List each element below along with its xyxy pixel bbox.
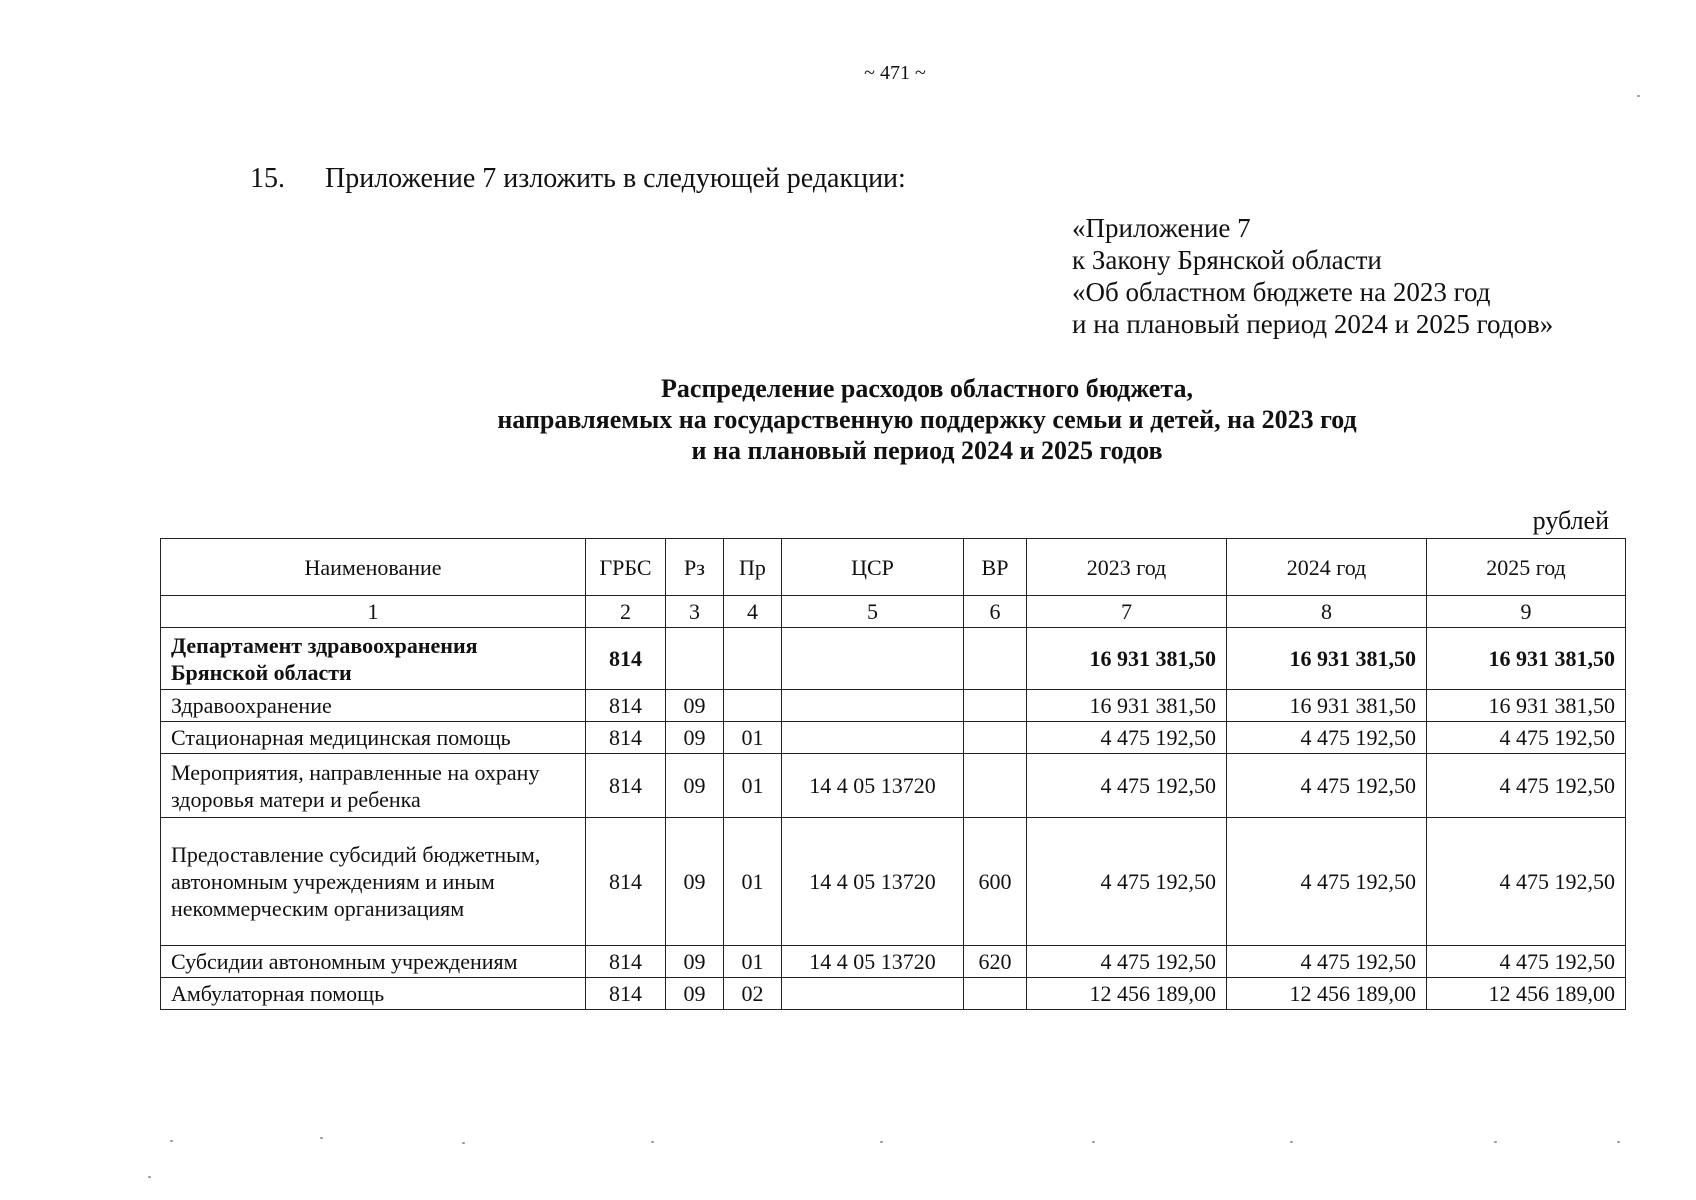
title-line: направляемых на государственную поддержку семьи и детей, на 2023 год <box>497 405 1357 434</box>
header-cell-name: Наименование <box>161 539 586 596</box>
row-grbs: 814 <box>586 628 666 690</box>
header-cell-2024: 2024 год <box>1227 539 1427 596</box>
row-csr: 14 4 05 13720 <box>782 946 964 978</box>
scan-speck <box>1617 1141 1620 1143</box>
annex-header <box>1072 212 1553 340</box>
row-name: Амбулаторная помощь <box>161 978 586 1010</box>
column-number: 3 <box>666 596 724 628</box>
title-line: и на плановый период 2024 и 2025 годов <box>691 436 1163 465</box>
column-number: 4 <box>724 596 782 628</box>
row-amount-2025: 4 475 192,50 <box>1427 754 1626 818</box>
row-name: Здравоохранение <box>161 690 586 722</box>
row-amount-2024: 16 931 381,50 <box>1227 690 1427 722</box>
row-amount-2024: 4 475 192,50 <box>1227 722 1427 754</box>
row-amount-2025: 16 931 381,50 <box>1427 628 1626 690</box>
table-title <box>300 373 1554 466</box>
column-number: 9 <box>1427 596 1626 628</box>
row-pr <box>724 628 782 690</box>
table-row <box>161 978 1626 1010</box>
row-grbs: 814 <box>586 754 666 818</box>
title-line: Распределение расходов областного бюджета, <box>661 374 1193 403</box>
scan-speck <box>462 1142 465 1144</box>
row-name: Стационарная медицинская помощь <box>161 722 586 754</box>
header-cell-2025: 2025 год <box>1427 539 1626 596</box>
row-amount-2023: 4 475 192,50 <box>1027 946 1227 978</box>
column-number: 2 <box>586 596 666 628</box>
row-csr: 14 4 05 13720 <box>782 818 964 946</box>
row-pr: 01 <box>724 946 782 978</box>
table-row <box>161 818 1626 946</box>
row-amount-2023: 4 475 192,50 <box>1027 818 1227 946</box>
row-rz: 09 <box>666 722 724 754</box>
row-rz: 09 <box>666 690 724 722</box>
row-grbs: 814 <box>586 818 666 946</box>
header-cell-grbs: ГРБС <box>586 539 666 596</box>
row-csr <box>782 978 964 1010</box>
scan-speck <box>651 1141 654 1143</box>
row-rz: 09 <box>666 818 724 946</box>
row-vr <box>964 628 1027 690</box>
row-grbs: 814 <box>586 722 666 754</box>
header-cell-pr: Пр <box>724 539 782 596</box>
header-cell-2023: 2023 год <box>1027 539 1227 596</box>
row-name: Департамент здравоохранения Брянской области <box>161 628 586 690</box>
row-grbs: 814 <box>586 946 666 978</box>
row-amount-2023: 16 931 381,50 <box>1027 690 1227 722</box>
row-vr <box>964 690 1027 722</box>
column-number: 6 <box>964 596 1027 628</box>
row-amount-2025: 16 931 381,50 <box>1427 690 1626 722</box>
header-row <box>161 539 1626 596</box>
header-cell-rz: Рз <box>666 539 724 596</box>
scan-speck <box>148 1176 151 1178</box>
row-amount-2023: 16 931 381,50 <box>1027 628 1227 690</box>
row-rz: 09 <box>666 978 724 1010</box>
row-pr: 01 <box>724 818 782 946</box>
header-cell-csr: ЦСР <box>782 539 964 596</box>
row-amount-2024: 12 456 189,00 <box>1227 978 1427 1010</box>
instruction-number: 15. <box>250 163 285 194</box>
table-row <box>161 690 1626 722</box>
column-number: 7 <box>1027 596 1227 628</box>
row-grbs: 814 <box>586 978 666 1010</box>
page-number: ~ 471 ~ <box>864 62 926 84</box>
row-vr <box>964 722 1027 754</box>
scan-speck <box>1494 1141 1497 1143</box>
scan-speck <box>880 1141 883 1143</box>
row-grbs: 814 <box>586 690 666 722</box>
budget-table <box>160 538 1626 1010</box>
row-pr: 01 <box>724 754 782 818</box>
table-row <box>161 946 1626 978</box>
table-row <box>161 628 1626 690</box>
instruction-paragraph <box>250 163 906 195</box>
row-amount-2024: 4 475 192,50 <box>1227 754 1427 818</box>
row-amount-2025: 4 475 192,50 <box>1427 818 1626 946</box>
row-rz: 09 <box>666 754 724 818</box>
annex-header-line: и на плановый период 2024 и 2025 годов» <box>1072 309 1554 339</box>
annex-header-line: к Закону Брянской области <box>1072 245 1382 275</box>
scan-speck <box>1092 1141 1095 1143</box>
row-pr: 01 <box>724 722 782 754</box>
annex-header-line: «Приложение 7 <box>1072 213 1251 243</box>
row-csr <box>782 722 964 754</box>
row-amount-2024: 4 475 192,50 <box>1227 946 1427 978</box>
column-number: 8 <box>1227 596 1427 628</box>
row-amount-2023: 4 475 192,50 <box>1027 722 1227 754</box>
row-pr <box>724 690 782 722</box>
row-amount-2024: 16 931 381,50 <box>1227 628 1427 690</box>
column-number-row <box>161 596 1626 628</box>
row-rz <box>666 628 724 690</box>
units-label: рублей <box>1532 506 1609 535</box>
row-pr: 02 <box>724 978 782 1010</box>
table-row <box>161 754 1626 818</box>
row-rz: 09 <box>666 946 724 978</box>
row-name: Мероприятия, направленные на охрану здоровья матери и ребенка <box>161 754 586 818</box>
column-number: 1 <box>161 596 586 628</box>
scan-speck <box>1637 95 1640 97</box>
header-cell-vr: ВР <box>964 539 1027 596</box>
scan-speck <box>170 1140 173 1142</box>
annex-header-line: «Об областном бюджете на 2023 год <box>1072 277 1491 307</box>
row-amount-2025: 12 456 189,00 <box>1427 978 1626 1010</box>
row-amount-2023: 12 456 189,00 <box>1027 978 1227 1010</box>
column-number: 5 <box>782 596 964 628</box>
table-row <box>161 722 1626 754</box>
row-amount-2024: 4 475 192,50 <box>1227 818 1427 946</box>
row-csr: 14 4 05 13720 <box>782 754 964 818</box>
row-name: Субсидии автономным учреждениям <box>161 946 586 978</box>
row-csr <box>782 690 964 722</box>
row-amount-2025: 4 475 192,50 <box>1427 946 1626 978</box>
row-amount-2023: 4 475 192,50 <box>1027 754 1227 818</box>
row-amount-2025: 4 475 192,50 <box>1427 722 1626 754</box>
scan-speck <box>320 1137 323 1139</box>
scan-speck <box>1290 1141 1293 1143</box>
row-name: Предоставление субсидий бюджетным, автономным учреждениям и иным некоммерческим организациям <box>161 818 586 946</box>
row-vr: 600 <box>964 818 1027 946</box>
instruction-text: Приложение 7 изложить в следующей редакции: <box>325 163 906 194</box>
row-vr <box>964 978 1027 1010</box>
row-csr <box>782 628 964 690</box>
row-vr <box>964 754 1027 818</box>
row-vr: 620 <box>964 946 1027 978</box>
